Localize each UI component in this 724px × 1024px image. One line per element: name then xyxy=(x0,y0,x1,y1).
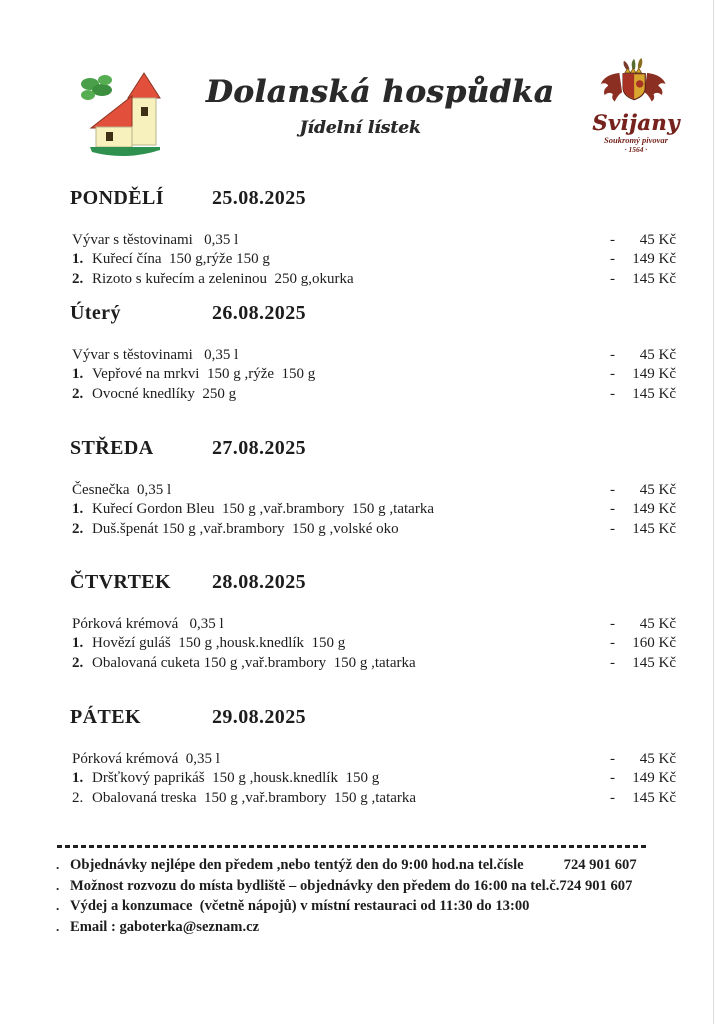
price-amount: 145 Kč xyxy=(632,385,676,402)
day-date: 25.08.2025 xyxy=(212,187,306,209)
menu-items xyxy=(72,346,676,404)
menu-item-row xyxy=(72,250,676,269)
scan-artifact-line xyxy=(713,0,714,1024)
dish-name: Ovocné knedlíky 250 g xyxy=(92,385,237,402)
item-number: 1. xyxy=(72,501,84,518)
dish-name: Pórková krémová 0,35 l xyxy=(72,616,224,632)
menu-item-row xyxy=(72,385,676,404)
bullet-dot: . xyxy=(56,898,60,914)
dish-price xyxy=(610,270,676,289)
dish-name: Kuřecí Gordon Bleu 150 g ,vař.brambory 150 g ,tatarka xyxy=(92,501,434,518)
dish-price xyxy=(610,654,676,673)
day-heading xyxy=(70,301,676,325)
svijany-brand-logo xyxy=(580,58,692,154)
bullet-dot: . xyxy=(56,918,60,934)
dish-price xyxy=(610,481,676,500)
menu-item-row xyxy=(72,520,676,539)
price-dash: - xyxy=(610,635,615,652)
price-amount: 145 Kč xyxy=(632,520,676,537)
price-dash: - xyxy=(610,654,615,671)
item-number: 2. xyxy=(72,789,84,806)
footer-phone-number: 724 901 607 xyxy=(563,857,637,873)
price-dash: - xyxy=(610,347,615,363)
dish-name: Obalovaná cuketa 150 g ,vař.brambory 150 g ,tatarka xyxy=(92,654,416,671)
menu-items xyxy=(72,481,676,539)
price-amount: 145 Kč xyxy=(632,654,676,671)
dish-price xyxy=(610,789,676,808)
price-amount: 45 Kč xyxy=(639,347,676,363)
price-amount: 145 Kč xyxy=(632,789,676,806)
item-number: 2. xyxy=(72,385,84,402)
dish-price xyxy=(610,634,676,653)
bullet-dot: . xyxy=(56,857,60,872)
day-name: PÁTEK xyxy=(70,706,141,728)
dish-name: Rizoto s kuřecím a zeleninou 250 g,okurka xyxy=(92,270,354,287)
menu-item-row xyxy=(72,231,676,250)
day-section-wednesday xyxy=(70,436,676,539)
menu-item-row xyxy=(72,654,676,673)
dish-price xyxy=(610,615,676,634)
item-number: 1. xyxy=(72,635,84,652)
bullet-dot: . xyxy=(56,877,60,893)
day-date: 29.08.2025 xyxy=(212,706,306,728)
price-amount: 149 Kč xyxy=(632,501,676,518)
price-amount: 160 Kč xyxy=(632,635,676,652)
price-amount: 45 Kč xyxy=(639,482,676,498)
church-logo-icon xyxy=(76,70,176,163)
price-dash: - xyxy=(610,270,615,287)
day-heading xyxy=(70,186,676,210)
menu-item-row xyxy=(72,270,676,289)
footer-notes xyxy=(56,855,704,937)
day-date: 26.08.2025 xyxy=(212,302,306,324)
dish-name: Kuřecí čína 150 g,rýže 150 g xyxy=(92,251,270,268)
day-section-thursday xyxy=(70,570,676,673)
dish-name: Hovězí guláš 150 g ,housk.knedlík 150 g xyxy=(92,635,346,652)
day-name: STŘEDA xyxy=(70,437,154,459)
item-number: 1. xyxy=(72,251,84,268)
day-name: Úterý xyxy=(70,302,121,324)
dish-price xyxy=(610,365,676,384)
dish-name: Duš.špenát 150 g ,vař.brambory 150 g ,volské oko xyxy=(92,520,399,537)
menu-item-row xyxy=(72,769,676,788)
dish-price xyxy=(610,231,676,250)
dish-name: Vepřové na mrkvi 150 g ,rýže 150 g xyxy=(92,366,316,383)
price-dash: - xyxy=(610,366,615,383)
day-date: 28.08.2025 xyxy=(212,571,306,593)
price-dash: - xyxy=(610,616,615,632)
dish-price xyxy=(610,385,676,404)
svijany-crest-icon xyxy=(588,58,684,108)
page-title: Dolanská hospůdka xyxy=(205,74,555,110)
page-subtitle: Jídelní lístek xyxy=(299,118,421,138)
day-heading xyxy=(70,705,676,729)
brand-year: · 1564 · xyxy=(624,145,648,154)
price-dash: - xyxy=(610,385,615,402)
dish-price xyxy=(610,750,676,769)
price-dash: - xyxy=(610,251,615,268)
dish-price xyxy=(610,346,676,365)
dish-name: Česnečka 0,35 l xyxy=(72,482,172,498)
item-number: 1. xyxy=(72,366,84,383)
price-amount: 145 Kč xyxy=(632,270,676,287)
item-number: 2. xyxy=(72,520,84,537)
dashed-divider xyxy=(57,845,647,848)
footer-note-delivery xyxy=(56,876,704,897)
menu-item-row xyxy=(72,634,676,653)
footer-note-text: Možnost rozvozu do místa bydliště – objednávky den předem do 16:00 na tel.č.724 901 607 xyxy=(70,877,633,894)
header-titles xyxy=(185,74,575,138)
dish-price xyxy=(610,250,676,269)
dish-name: Dršťkový paprikáš 150 g ,housk.knedlík 150 g xyxy=(92,770,380,787)
item-number: 2. xyxy=(72,270,84,287)
day-section-monday xyxy=(70,186,676,289)
menu-item-row xyxy=(72,346,676,365)
price-dash: - xyxy=(610,232,615,248)
menu-item-row xyxy=(72,365,676,384)
dish-price xyxy=(610,520,676,539)
price-amount: 149 Kč xyxy=(632,366,676,383)
day-name: ČTVRTEK xyxy=(70,571,172,593)
menu-items xyxy=(72,231,676,289)
day-heading xyxy=(70,570,676,594)
price-dash: - xyxy=(610,751,615,767)
dish-price xyxy=(610,500,676,519)
brand-tagline: Soukromý pivovar xyxy=(604,135,668,145)
item-number: 2. xyxy=(72,654,84,671)
dish-name: Vývar s těstovinami 0,35 l xyxy=(72,232,239,248)
price-dash: - xyxy=(610,789,615,806)
price-dash: - xyxy=(610,770,615,787)
price-amount: 45 Kč xyxy=(639,751,676,767)
menu-item-row xyxy=(72,500,676,519)
menu-items xyxy=(72,615,676,673)
menu-item-row xyxy=(72,750,676,769)
price-amount: 149 Kč xyxy=(632,770,676,787)
footer-email-text: Email : gaboterka@seznam.cz xyxy=(70,918,260,935)
day-section-tuesday xyxy=(70,301,676,404)
price-amount: 45 Kč xyxy=(639,232,676,248)
church-illustration xyxy=(76,70,176,158)
brand-name: Svijany xyxy=(592,110,680,135)
footer-note-orders xyxy=(56,855,704,876)
day-name: PONDĚLÍ xyxy=(70,187,164,209)
dish-name: Vývar s těstovinami 0,35 l xyxy=(72,347,239,363)
day-section-friday xyxy=(70,705,676,808)
item-number: 1. xyxy=(72,770,84,787)
menu-item-row xyxy=(72,481,676,500)
day-date: 27.08.2025 xyxy=(212,437,306,459)
price-dash: - xyxy=(610,501,615,518)
dish-name: Obalovaná treska 150 g ,vař.brambory 150 g ,tatarka xyxy=(92,789,417,806)
footer-note-email xyxy=(56,917,704,938)
dish-name: Pórková krémová 0,35 l xyxy=(72,751,220,767)
price-amount: 149 Kč xyxy=(632,251,676,268)
menu-item-row xyxy=(72,789,676,808)
price-dash: - xyxy=(610,482,615,498)
price-dash: - xyxy=(610,520,615,537)
footer-note-hours xyxy=(56,896,704,917)
menu-item-row xyxy=(72,615,676,634)
menu-items xyxy=(72,750,676,808)
day-heading xyxy=(70,436,676,460)
price-amount: 45 Kč xyxy=(639,616,676,632)
dish-price xyxy=(610,769,676,788)
footer-note-text: Výdej a konzumace (včetně nápojů) v místní restauraci od 11:30 do 13:00 xyxy=(70,898,530,915)
footer-note-text: Objednávky nejlépe den předem ,nebo tentýž den do 9:00 hod.na tel.čísle xyxy=(70,857,524,873)
